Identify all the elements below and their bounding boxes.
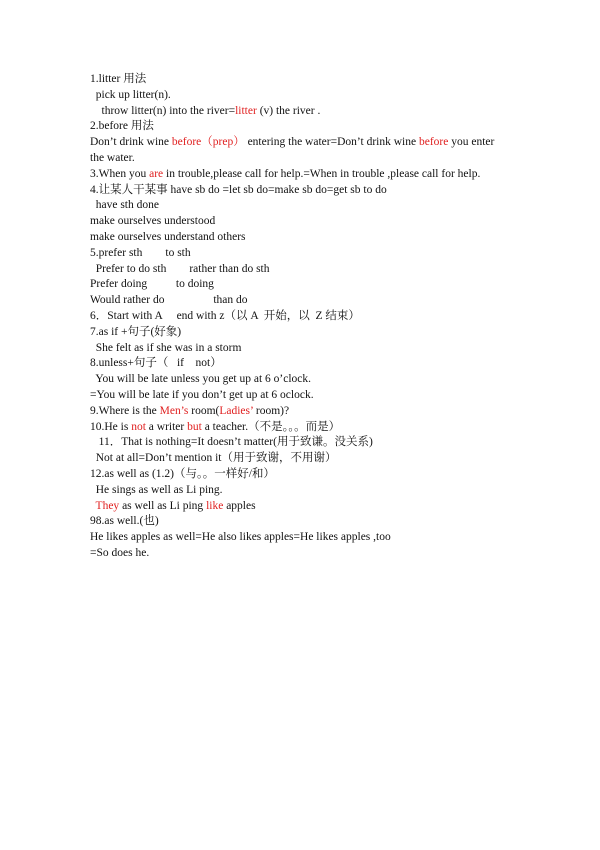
note-line xyxy=(90,72,530,88)
note-line xyxy=(90,420,530,436)
highlighted-text: litter xyxy=(235,104,257,117)
text-segment: 1.litter 用法 xyxy=(90,73,147,85)
text-segment: =So does he. xyxy=(90,546,150,559)
text-segment: room)? xyxy=(253,404,290,417)
highlighted-text: but xyxy=(187,420,202,433)
text-segment: 5.prefer sth to sth xyxy=(90,246,191,259)
note-line xyxy=(90,404,530,420)
text-segment: a teacher.（不是。。。而是） xyxy=(201,420,341,433)
note-line xyxy=(90,88,530,104)
note-line xyxy=(90,183,530,199)
note-line xyxy=(90,451,530,467)
text-segment: 8.unless+句子（ if not） xyxy=(90,357,222,370)
highlighted-text: They xyxy=(95,499,120,512)
note-line xyxy=(90,388,530,404)
text-segment: (v) the river . xyxy=(256,104,321,117)
text-segment: the water. xyxy=(90,151,135,164)
text-segment: Don’t drink wine xyxy=(90,136,172,149)
note-line xyxy=(90,499,530,515)
note-line xyxy=(90,483,530,499)
text-segment: apples xyxy=(223,499,256,512)
note-line xyxy=(90,356,530,372)
note-line xyxy=(90,135,530,151)
text-segment: 7.as if +句子(好象) xyxy=(90,325,182,338)
text-segment: a writer xyxy=(145,420,188,433)
highlighted-text: are xyxy=(149,167,164,180)
note-line xyxy=(90,293,530,309)
text-segment: in trouble,please call for help.=When in trouble ,please call for help. xyxy=(163,167,481,180)
highlighted-text: Ladies’ xyxy=(219,404,253,417)
note-line xyxy=(90,467,530,483)
note-line xyxy=(90,325,530,341)
note-line xyxy=(90,198,530,214)
text-segment: Would rather do than do xyxy=(90,294,248,307)
text-segment: 12.as well as (1.2)（与。。一样好/和） xyxy=(90,467,275,480)
text-segment: throw litter(n) into the river= xyxy=(90,104,236,117)
text-segment: 98.as well.(也) xyxy=(90,515,159,528)
highlighted-text: like xyxy=(206,499,224,512)
text-segment: Prefer doing to doing xyxy=(90,278,214,291)
text-segment: She felt as if she was in a storm xyxy=(90,341,242,354)
text-segment: 2.before 用法 xyxy=(90,120,154,133)
text-segment: pick up litter(n). xyxy=(90,88,171,101)
text-segment: 4.让某人干某事 have sb do =let sb do=make sb do=get sb to do xyxy=(90,183,387,196)
text-segment: entering the water=Don’t drink wine xyxy=(244,136,419,149)
note-line xyxy=(90,119,530,135)
note-line xyxy=(90,546,530,562)
text-segment: He sings as well as Li ping. xyxy=(90,483,223,496)
highlighted-text: not xyxy=(131,420,146,433)
note-line xyxy=(90,214,530,230)
document-body xyxy=(90,72,530,562)
note-line xyxy=(90,309,530,325)
text-segment: 10.He is xyxy=(90,420,132,433)
text-segment: Prefer to do sth rather than do sth xyxy=(90,262,270,275)
text-segment: you enter xyxy=(448,136,495,149)
text-segment: have sth done xyxy=(90,199,159,212)
text-segment: room( xyxy=(188,404,220,417)
note-line xyxy=(90,435,530,451)
note-line xyxy=(90,230,530,246)
text-segment: 11．That is nothing=It doesn’t matter(用于致谦。没关系) xyxy=(90,436,373,449)
text-segment: 6．Start with A end with z（以 A 开始，以 Z 结束） xyxy=(90,309,360,322)
highlighted-text: before xyxy=(418,136,449,149)
note-line xyxy=(90,341,530,357)
text-segment: 9.Where is the xyxy=(90,404,160,417)
note-line xyxy=(90,246,530,262)
text-segment: make ourselves understood xyxy=(90,215,216,228)
text-segment: make ourselves understand others xyxy=(90,230,246,243)
text-segment: 3.When you xyxy=(90,167,150,180)
text-segment: as well as Li ping xyxy=(119,499,207,512)
note-line xyxy=(90,372,530,388)
note-line xyxy=(90,514,530,530)
text-segment: He likes apples as well=He also likes apples=He likes apples ,too xyxy=(90,531,391,544)
note-line xyxy=(90,277,530,293)
note-line xyxy=(90,104,530,120)
note-line xyxy=(90,262,530,278)
text-segment: =You will be late if you don’t get up at 6 oclock. xyxy=(90,388,314,401)
note-line xyxy=(90,167,530,183)
text-segment: You will be late unless you get up at 6 o’clock. xyxy=(90,373,312,386)
note-line xyxy=(90,530,530,546)
text-segment: Not at all=Don’t mention it（用于致谢，不用谢） xyxy=(90,452,337,465)
highlighted-text: before（prep） xyxy=(171,136,245,149)
highlighted-text: Men’s xyxy=(159,404,189,417)
note-line xyxy=(90,151,530,167)
